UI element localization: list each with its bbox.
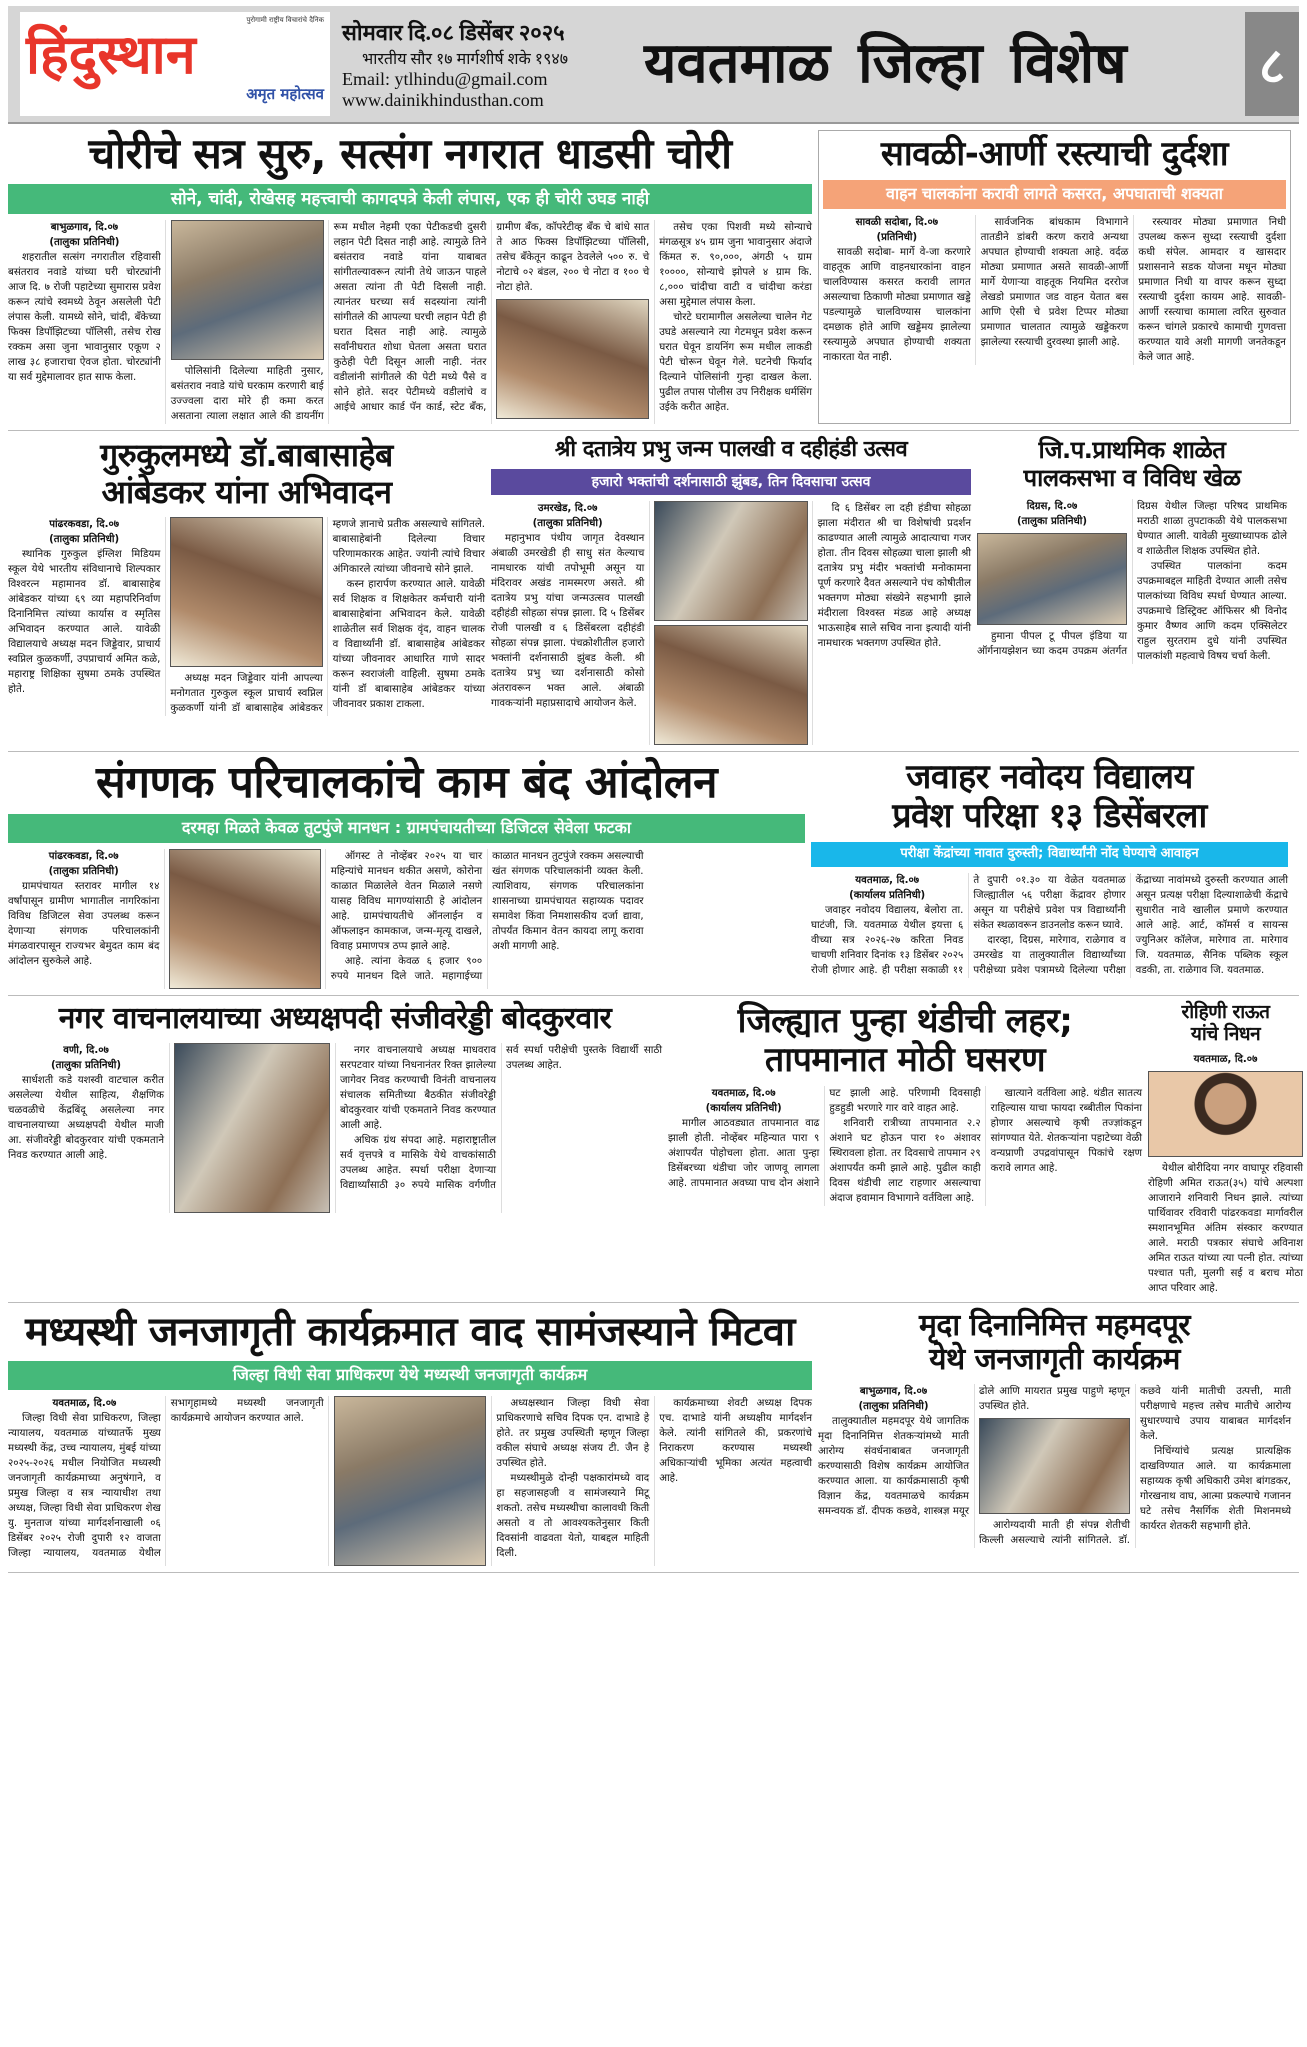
article-byline: (तालुका प्रतिनिधी) [49, 533, 120, 545]
article-dateline: यवतमाळ, दि.०७ [52, 1397, 117, 1409]
masthead [8, 6, 1299, 124]
article-zp [977, 437, 1287, 744]
logo-tagline: पुरोगामी राष्ट्रीय विचारांचे दैनिक [246, 16, 324, 24]
logo-wordmark: हिंदुस्थान [26, 23, 196, 86]
article-body [977, 499, 1287, 664]
article-headline [668, 1002, 1142, 1080]
edition-word: जिल्हा [858, 31, 983, 97]
article-gurukul [8, 437, 485, 744]
headline-line: आंबेडकर यांना अभिवादन [101, 473, 392, 512]
headline-line: तापमानात मोठी घसरण [764, 1040, 1046, 1081]
article-subheadline: जिल्हा विधी सेवा प्राधिकरण येथे मध्यस्थी जनजागृती कार्यक्रम [8, 1361, 812, 1390]
article-paragraph: महानुभाव पंथीय जागृत देवस्थान अंबाळी उमरखेडी ही साधु संत केल्याच नामधारक यांची तपोभूमी असून या मंदिरावर अखंड नामस्मरण असते. श्री दतात्रेय प्रभु यांचा जन्मउत्सव पालखी दहीहंडी सोहळा संपन्न झाला. दि ५ डिसेंबर रोजी पालखी व ६ डिसेंबरला दहीहंडी सोहळा संपन्न झाला. पंचक्रोशीतील हजारो भक्तांनी दर्शनासाठी झुंबड केली. श्री दतात्रेय प्रभु च्या दर्शनासाठी कोसो अंतरावरून भक्त आले. अंबाळी गावकऱ्यांनी महाप्रसादाचे आयोजन केले. [491, 532, 645, 709]
article-photo [1148, 1071, 1303, 1157]
article-subheadline: परीक्षा केंद्रांच्या नावात दुरुस्ती; विद्यार्थ्यांनी नोंद घेण्याचे आवाहन [811, 842, 1288, 867]
edition-title [644, 12, 1233, 116]
article-byline: (तालुका प्रतिनिधी) [532, 517, 603, 529]
article-paragraph: निचिंग्यांचे प्रत्यक्ष प्रात्यक्षिक दाखविण्यात आले. या कार्यक्रमाला सहाय्यक कृषी अधिकारी उमेश बांगडकर, गोरखनाथ वाघ, आत्मा प्रकल्पाचे गजानन घटे तसेच नैसर्गिक शेती मिशनमध्ये कार्यरत शेतकरी सहभागी होते. [1140, 1445, 1291, 1532]
edition-word: यवतमाळ [644, 31, 831, 97]
article-paragraph: आहे. त्यांना केवळ ६ हजार ९०० रुपये मानधन दिले जाते. महागाईच्या काळात मानधन तुटपुंजे रक्कम असल्याची खंत संगणक परिचालकांनी व्यक्त केली. त्याशिवाय, संगणक परिचालकांना शासनाच्या ग्रामपंचायत सहाय्यक पदावर समावेश किंवा निमशासकीय दर्जा द्यावा, तोपर्यंत किमान वेतन कायदा लागू करावा अशी मागणी आहे. [330, 851, 644, 983]
article-paragraph: हुमाना पीपल टू पीपल इंडिया या ऑर्गनायझेशन च्या कदम उपक्रम अंतर्गत दिग्रस येथील जिल्हा परिषद प्राथमिक मराठी शाळा तुपटाकळी येथे पालकसभा घेण्यात आली. यावेळी मुख्याध्यापक ढोले व शाळेतील शिक्षक उपस्थित होते. [977, 500, 1287, 657]
headline-line: नगर वाचनालयाच्या अध्यक्षपदी संजीवरेड्डी बोदकुरवार [58, 1001, 612, 1037]
article-photo [174, 1043, 330, 1213]
article-paragraph: जवाहर नवोदय विद्यालय, बेलोरा ता. घाटंजी, जि. यवतमाळ येथील इयत्ता ६ वीच्या सत्र २०२६-२७ करिता निवड चाचणी शनिवार दिनांक १३ डिसेंबर २०२५ रोजी होणार आहे. ही परीक्षा सकाळी ११ ते दुपारी ०१.३० या वेळेत यवतमाळ जिल्ह्यातील ५६ परीक्षा केंद्रावर होणार असून या परीक्षेचे प्रवेश पत्र विद्यार्थ्यांनी संकेत स्थळावरून डाउनलोड करून घ्यावे. [811, 874, 1126, 976]
article-sangnak [8, 758, 805, 989]
article-paragraph: पोलिसांनी दिलेल्या माहिती नुसार, बसंतराव नवाडे यांचे घरकाम करणारी बाई उज्ज्वला दारा मोरे ही कमा करत असताना त्याला लक्षात आले की डायनींग रूम मधील नेहमी एका पेटीकडची दुसरी लहान पेटी दिसत नाही आहे. त्यामुळे तिने बसंतराव नवाडे यांना याबाबत सांगीतल्यावरून त्यांनी तेथे जाऊन पाहले असता त्यांना ती पेटी दिसली नाही. त्यानंतर घरच्या सर्व सदस्यांना त्यांनी सांगीतले की आपल्या घरची लहान पेटी ही घरात दिसत नाही आहे. त्यामुळे सर्वांनीघरात शोधा घेतला असता घरात कुठेही पेटी दिसून आली नाही. नंतर वडीलांनी सांगीतले की पेटी मध्ये पैसे व सोने होते. सदर पेटीमध्ये वडीलांचे व आईचे आधार कार्ड पॅन कार्ड, स्टेट बँक, ग्रामीण बँक, कॉपरेटीव्ह बँक चे बांधे सात ते आठ फिक्स डिपॉझिटच्या पॉलिसी, तसेच बँकेतून काढून ठेवलेले ५०० रु. चे नोटाचे ०२ बंडल, २०० चे नोटा व १०० चे नोटा होते. [170, 222, 650, 423]
calendar-date: भारतीय सौर १७ मार्गशीर्ष शके १९४७ [362, 51, 569, 68]
edition-word: विशेष [1010, 31, 1127, 97]
article-paragraph: मध्यस्थीमुळे दोन्ही पक्षकारांमध्ये वाद हा सहजासहजी व सामंजस्याने मिटू शकतो. तसेच मध्यस्थीचा कालावधी किती असतो व तो आवश्यकतेनुसार किती दिवसांनी वाढवता येतो, याबद्दल माहिती दिली. [496, 1472, 650, 1559]
article-mruda [818, 1309, 1291, 1566]
article-byline: (प्रतिनिधी) [876, 231, 918, 243]
article-headline [8, 758, 805, 809]
article-paragraph: शनिवारी रात्रीच्या तापमानात २.२ अंशाने घट होऊन पारा १० अंशावर स्थिरावला होता. तर दिवसाचे तापमान २९ अंशापर्यंत कमी झाले आहे. पुढील काही दिवस थंडीची लाट राहणार असल्याचा अंदाज हवामान विभागाने वर्तविला आहे. [829, 1118, 981, 1205]
article-dateline: बाभुळगाव, दि.०७ [50, 222, 119, 234]
article-paragraph: सार्धशती कडे यशस्वी वाटचाल करीत असलेल्या येथील साहित्य, शैक्षणिक चळवळीचे केंद्रबिंदू असलेल्या नगर वाचनालयाच्या अध्यक्षपदी येथील माजी आ. संजीवरेड्डी बोदकुरवार यांची एकमताने निवड करण्यात आली आहे. [8, 1074, 164, 1161]
article-body [491, 501, 971, 745]
article-headline [491, 437, 971, 462]
article-dateline: पांढरकवडा, दि.०७ [49, 518, 120, 530]
article-headline [8, 1309, 812, 1355]
article-paragraph: मागील आठवड्यात तापमानात वाढ झाली होती. नोव्हेंबर महिन्यात पारा ९ अंशापर्यंत पोहोचला होता. आता पुन्हा डिसेंबरच्या थंडीचा जोर जाणवू लागला आहे. तापमानात अवघ्या पाच दोन अंशाने घट झाली आहे. परिणामी दिवसाही हुडहुडी भरणारे गार वारे वाहत आहे. [668, 1088, 981, 1190]
headline-line: जि.प.प्राथमिक शाळेत [1038, 436, 1226, 465]
article-dateline: दिग्रस, दि.०७ [1026, 500, 1078, 512]
article-byline: (तालुका प्रतिनिधी) [48, 866, 119, 878]
article-headline [818, 1309, 1291, 1378]
article-row [8, 1001, 1303, 1303]
article-paragraph: आरोग्यदायी माती ही संपन्न शेतीची किल्ली असल्याचे त्यांनी सांगितले. डॉ. कछवे यांनी मातीची उत्पत्ती, माती परीक्षणाचे महत्त्व तसेच मातीचे आरोग्य सुधारण्याचे उपाय याबाबत मार्गदर्शन केले. [979, 1385, 1291, 1546]
article-navoday [811, 758, 1288, 989]
article-dateline: वणी, दि.०७ [63, 1044, 109, 1056]
headline-line: येथे जनजागृती कार्यक्रम [929, 1342, 1180, 1378]
article-photo [977, 533, 1127, 625]
article-paragraph: रस्त्यावर मोठ्या प्रमाणात निधी उपलब्ध करून सुध्दा रस्त्याची दुर्दशा कधी संपेल. आमदार व खासदार प्रशासनाने सडक योजना मधून मोठ्या प्रमाणात निधी या वापर करून सुध्दा रस्त्याची दुर्दशा कायम आहे. सावळी-आर्णी रस्त्याचा कामाला त्वरित सुरुवात करून चांगले प्रकारचे कामाची गुणवत्ता करण्यात यावे अशी मागणी जनतेकडून केले जात आहे. [1138, 216, 1286, 363]
article-photo [979, 1418, 1130, 1514]
article-thandi [668, 1002, 1142, 1296]
article-headline [811, 758, 1288, 836]
headline-line: मध्यस्थी जनजागृती कार्यक्रमात वाद सामंजस्याने मिटवा [25, 1308, 795, 1355]
article-paragraph: अध्यक्ष मदन जिड्डेवार यांनी आपल्या मनोगतात गुरुकुल स्कूल प्राचार्य स्वप्निल कुळकर्णी यांनी डॉ बाबासाहेब आंबेडकर म्हणजे ज्ञानाचे प्रतीक असल्याचे सांगितले. बाबासाहेबांनी दिलेल्या विचार परिणामकारक आहेत. ज्यांनी त्यांचे विचार अंगिकारले त्यांच्या जीवनाचे सोने झाले. [170, 518, 485, 714]
page-number: ८ [1245, 12, 1299, 116]
headline-line: गुरुकुलमध्ये डॉ.बाबासाहेब [100, 436, 393, 475]
article-byline: (तालुका प्रतिनिधी) [1016, 515, 1088, 527]
article-paragraph: जिल्हा विधी सेवा प्राधिकरण, जिल्हा न्यायालय, यवतमाळ यांच्यातर्फे मुख्य मध्यस्थी केंद्र, उच्च न्यायालय, मुंबई यांच्या २०२५-२०२६ मधील नियोजित मध्यस्थी जनजागृती कार्यक्रमाच्या अनुषंगाने, व प्रमुख जिल्हा व सत्र न्यायाधीश तथा अध्यक्ष, जिल्हा विधी सेवा प्राधिकरण शेख यु. मुनताज यांच्या मार्गदर्शनाखाली ०६ डिसेंबर २०२५ रोजी दुपारी १२ वाजता जिल्हा न्यायालय, यवतमाळ येथील सभागृहामध्ये मध्यस्थी जनजागृती कार्यक्रमाचे आयोजन करण्यात आले. [8, 1397, 324, 1559]
article-photo [169, 849, 320, 989]
date-block [342, 12, 632, 116]
article-body [8, 849, 805, 989]
article-byline: (तालुका प्रतिनिधी) [858, 1400, 929, 1412]
article-subheadline: दरमहा मिळते केवळ तुटपुंजे मानधन : ग्रामपंचायतीच्या डिजिटल सेवेला फटका [8, 814, 805, 843]
article-headline [8, 130, 812, 178]
headline-line: पालकसभा व विविध खेळ [1023, 463, 1241, 492]
article-photo [170, 517, 322, 667]
headline-line: सावळी-आर्णी रस्त्याची दुर्दशा [880, 134, 1229, 174]
issue-date: सोमवार दि.०८ डिसेंबर २०२५ [342, 20, 565, 45]
article-body [823, 215, 1286, 365]
articles-area [8, 129, 1303, 1573]
article-paragraph: कार्यक्रमाच्या शेवटी अध्यक्ष दिपक एच. दाभाडे यांनी अध्यक्षीय मार्गदर्शन केले. त्यांनी सांगितले की, प्रकरणांचे निराकरण करण्यास मध्यस्थी अधिकाऱ्यांची भूमिका अत्यंत महत्वाची आहे. [659, 1397, 812, 1484]
article-paragraph: सावळी सदोबा- मार्गे वे-जा करणारे वाहतूक आणि वाहनधारकांना वाहन चालविण्यास कसरत करावी लागत असल्याचा ठिकाणी मोठ्या प्रमाणात खड्डे पडल्यामुळे चालविण्यास चालकांना दमछाक होते आणि खड्डेमय झालेल्या रस्त्यामुळे अपघात होण्याची शक्यता नाकारता येत नाही. [823, 246, 971, 363]
article-row [8, 130, 1299, 431]
article-rohini [1148, 1002, 1303, 1296]
article-datta [491, 437, 971, 744]
headline-line: जवाहर नवोदय विद्यालय [906, 756, 1193, 797]
article-byline: (कार्यालय प्रतिनिधी) [705, 1103, 782, 1115]
article-madhyasthi [8, 1309, 812, 1566]
article-dateline: यवतमाळ, दि.०७ [855, 874, 920, 886]
headline-line: यांचे निधन [1190, 1023, 1261, 1046]
headline-line: श्री दतात्रेय प्रभु जन्म पालखी व दहीहंडी उत्सव [554, 437, 908, 463]
website-link[interactable]: www.dainikhindusthan.com [342, 90, 544, 110]
article-photo [654, 625, 807, 745]
article-paragraph: ग्रामपंचायत स्तरावर मागील १४ वर्षांपासून ग्रामीण भागातील नागरिकांना विविध डिजिटल सेवा उपलब्ध करून देणाऱ्या संगणक परिचालकांनी मंगळवारपासून राज्यभर बेमुदत काम बंद आंदोलन सुरुकेले आहे. [8, 881, 160, 968]
article-paragraph: येथील बोरीदिया नगर वाघापूर रहिवासी रोहिणी अमित राऊत(३५) यांचे अल्पशा आजाराने शनिवारी निधन झाले. त्यांच्या पार्थिवावर रविवारी पांढरकवडा मार्गावरील स्मशानभूमित अंतिम संस्कार करण्यात आले. मराठी पत्रकार संघाचे अविनाश अमित राऊत यांच्या त्या पत्नी होत. त्यांच्या पश्चात पती, मुलगी सई व बराच मोठा आप्त परिवार आहे. [1148, 1162, 1303, 1294]
headline-line: मृदा दिनानिमित्त महमदपूर [918, 1307, 1191, 1343]
headline-line: जिल्ह्यात पुन्हा थंडीची लहर; [737, 1001, 1073, 1042]
newspaper-logo [20, 12, 330, 116]
article-photo [171, 220, 324, 360]
article-paragraph: ऑगस्ट ते नोव्हेंबर २०२५ या चार महिन्यांचे मानधन थकीत असणे, कोरोना काळात मिळालेले वेतन मिळाले नसणे यासह विविध मागण्यांसाठी हे आंदोलन आहे. ग्रामपंचायतीचे ऑनलाईन व ऑफलाइन कामकाज, जन्म-मृत्यू दाखले, विवाह प्रमाणपत्र ठप्प झाले आहे. [330, 851, 483, 953]
headline-line: चोरीचे सत्र सुरु, सत्संग नगरात धाडसी चोरी [88, 129, 732, 178]
article-paragraph: कस्न हारार्पण करण्यात आले. यावेळी सर्व शिक्षक व शिक्षकेतर कर्मचारी यांनी बाबासाहेबांना अभिवादन केले. यावेळी शाळेतील सर्व शिक्षक वृंद, वाहन चालक व विद्यार्थ्यांनी डॉ. बाबासाहेब आंबेडकर यांच्या जीवनावर आधारित गाणे सादर करून स्वराजंली वाहिली. सुषमा ठमके यांनी डॉ बाबासाहेब आंबेडकर यांच्या जीवनावर प्रकाश टाकला. [332, 578, 485, 710]
article-paragraph: दारव्हा, दिग्रस, मारेगाव, राळेगाव व उमरखेड या तालुक्यातील विद्यार्थ्यांच्या परीक्षेच्या प्रवेश पत्रामध्ये दिलेल्या परीक्षा केंद्राच्या नावांमध्ये दुरुस्ती करण्यात आली असून प्रत्यक्ष परीक्षा दिल्याशाळेची केंद्राचे सुधारीत नावे खालील प्रमाणे करण्यात आले आहे. आर्ट, कॉमर्स व सायन्स ज्युनिअर कॉलेज, मारेगाव ता. मारेगाव जि. यवतमाळ, सैनिक पब्लिक स्कूल वडकी, ता. राळेगाव जि. यवतमाळ. [973, 874, 1288, 976]
article-paragraph: अध्यक्षस्थान जिल्हा विधी सेवा प्राधिकरणाचे सचिव दिपक एन. दाभाडे हे होते. तर प्रमुख उपस्थिती म्हणून जिल्हा वकील संघाचे अध्यक्ष संजय टी. जैन हे उपस्थित होते. [496, 1397, 650, 1469]
article-paragraph: अधिक ग्रंथ संपदा आहे. महाराष्ट्रातील सर्व वृत्तपत्रे व मासिके येथे वाचकांसाठी उपलब्ध आहेत. स्पर्धा परीक्षा देणाऱ्या विद्यार्थ्यांसाठी ३० रुपये मासिक वर्गणीत सर्व स्पर्धा परीक्षेची पुस्तके विद्यार्थी साठी उपलब्ध आहेत. [340, 1044, 662, 1191]
article-headline [8, 437, 485, 511]
article-byline: (तालुका प्रतिनिधी) [50, 1059, 122, 1071]
article-paragraph: नगर वाचनालयाचे अध्यक्ष माधवराव सरपटवार यांच्या निधनानंतर रिक्त झालेल्या जागेवर निवड करण्याची विनंती वाचनालय संचालक समितीच्या बैठकीत संजीवरेड्डी बोदकुरवार यांची एकमताने निवड करण्यात आली आहे. [340, 1044, 496, 1131]
article-row [8, 437, 1299, 751]
article-body [8, 1043, 662, 1213]
article-vachanalay [8, 1002, 662, 1296]
article-paragraph: तसेच एका पिशवी मध्ये सोन्याचे मंगळसूत्र ४५ ग्राम जुना भावानुसार अंदाजे किंमत रु. ९०,०००, अंगठी ५ ग्राम १००००, सोन्याचे झोपले ४ ग्राम कि. ८,००० चांदीचा वाटी व चांदीचा करंडा असा मुद्देमाल लंपास केला. [659, 222, 812, 309]
article-body [668, 1086, 1142, 1206]
article-paragraph: उपस्थित पालकांना कदम उपक्रमाबद्दल माहिती देण्यात आली तसेच पालकांच्या विविध स्पर्धा घेण्यात आल्या. उपक्रमाचे डिस्ट्रिक्ट ऑफिसर श्री विनोद कुमार वैष्णव आणि कदम एक्सिलेटर राहुल सुरतराम दुधे यांनी उपस्थित पालकांशी महत्वाचे विषय चर्चा केली. [1137, 560, 1287, 662]
article-headline [8, 1002, 662, 1037]
article-dateline: सावळी सदोबा, दि.०७ [855, 216, 939, 228]
article-photo [654, 501, 807, 621]
article-headline [977, 437, 1287, 492]
article-paragraph: शहरातील सत्संग नगरातील रहिवासी बसंतराव नवाडे यांच्या घरी चोरट्यांनी आज दि. ७ रोजी पहाटेच्या सुमारास प्रवेश करून त्यांचे स्वमध्ये ठेवून असलेली पेटी लंपास केली. यामध्ये सोने, चांदी, बँकेच्या फिक्स डिपॉझिटच्या पॉलिसी, तसेच रोख रक्कम असा जुना भावानुसार एकूण २ लाख ३८ हजाराचा ऐवज होता. चोरट्यांनी या सर्व मुद्देमालावर हात साफ केला. [8, 252, 161, 384]
headline-line: प्रवेश परिक्षा १३ डिसेंबरला [892, 795, 1207, 836]
article-byline: (कार्यालय प्रतिनिधी) [849, 889, 926, 901]
article-body [818, 1384, 1291, 1548]
article-paragraph: स्थानिक गुरुकुल इंग्लिश मिडियम स्कूल येथे भारतीय संविधानाचे शिल्पकार विश्वरत्न महामानव डॉ. बाबासाहेब आंबेडकर यांच्या ६९ व्या महापरिनिर्वाण दिनानिमित्त त्यांच्या कार्यास व स्मृतिस अभिवादन करण्यात आले. यावेळी विद्यालयाचे अध्यक्ष मदन जिड्डेवार, प्राचार्य स्वप्निल कुळकर्णी, उपप्राचार्य अमित कळे, महाराष्ट्र शिक्षिका सुषमा ठमके उपस्थित होते. [8, 548, 161, 695]
headline-line: रोहिणी राऊत [1181, 1001, 1270, 1024]
article-paragraph: चोरटे घरामागील असलेल्या चालेन गेट उघडे असल्याने त्या गेटमधून प्रवेश करून घरात घेवून डायनिंग रूम मधील लाकडी पेटी चोरून घेवून गेले. घटनेची फिर्याद दिल्याने पोलिसांनी गुन्हा दाखल केला. पुढील तपास पोलीस उप निरीक्षक धर्मसिंग उईके करीत आहेत. [659, 312, 812, 414]
article-dateline: पांढरकवडा, दि.०७ [48, 851, 119, 863]
article-body [8, 220, 812, 424]
article-paragraph: दि ६ डिसेंबर ला दही हंडीचा सोहळा झाला मंदीरात श्री चा विशेषांची प्रदर्शन काढण्यात आली त्यामुळे आदात्याचा गजर होता. तीन दिवस सोहळ्या चाला झाली श्री दतात्रेय प्रभु मंदीर भक्तांची मनोकामना पूर्ण करणारे दैवत असल्याने पंच कोषीतील भक्तगण मोठ्या संख्येने सहभागी झाले मंदीराला विश्वस्त मंडळ आहे अध्यक्ष भाऊसाहेब साले सचिव नाना इत्यादी यांनी नामधारक भक्तगण उपस्थित होते. [817, 502, 971, 649]
article-photo [496, 299, 649, 419]
amrut-mahotsav-badge: अमृत महोत्सव [246, 85, 324, 104]
article-photo [334, 1396, 487, 1566]
article-sawali [818, 130, 1291, 424]
article-subheadline: सोने, चांदी, रोखेसह महत्त्वाची कागदपत्रे केली लंपास, एक ही चोरी उघड नाही [8, 184, 812, 214]
article-row [8, 758, 1299, 996]
article-body [811, 873, 1288, 978]
article-dateline: यवतमाळ, दि.०७ [1193, 1053, 1258, 1065]
article-paragraph: सार्वजनिक बांधकाम विभागाने तातडीने डांबरी करण करावे अन्यथा अपघात होण्याची शक्यता आहे. वर्दळ मोठ्या प्रमाणात असते सावळी-आर्णी मार्गे येणाऱ्या वाहतूक नियमित दररोज लेखडो प्रमाणात जड वाहन येतात बस आणि ऐसी चे प्रवेश टिप्पर मोठ्या प्रमाणात चालतात त्यामुळे खड्डेकरण झालेल्या रस्त्याची दुरवस्था झाली आहे. [980, 216, 1129, 348]
article-subheadline: हजारो भक्तांची दर्शनासाठी झुंबड, तिन दिवसाचा उत्सव [491, 469, 971, 495]
article-headline [823, 135, 1286, 174]
article-byline: (तालुका प्रतिनिधी) [49, 237, 120, 249]
article-dateline: उमरखेड, दि.०७ [537, 502, 598, 514]
article-headline [1148, 1002, 1303, 1046]
article-paragraph: तालुक्यातील महमदपूर येथे जागतिक मृदा दिनानिमित्त शेतकऱ्यांमध्ये माती आरोग्य संवर्धनाबाबत जनजागृती करण्यासाठी विशेष कार्यक्रम आयोजित करण्यात आला. या कार्यक्रमासाठी कृषी विज्ञान केंद्र, यवतमाळचे कार्यक्रम समन्वयक डॉ. दीपक कछवे, शास्त्रज्ञ मयूर ढोले आणि मायरात प्रमुख पाहुणे म्हणून उपस्थित होते. [818, 1385, 1130, 1517]
article-chori [8, 130, 812, 424]
article-dateline: यवतमाळ, दि.०७ [711, 1088, 776, 1100]
headline-line: संगणक परिचालकांचे काम बंद आंदोलन [95, 756, 718, 808]
contact-email: Email: ytlhindu@gmail.com [342, 69, 548, 89]
article-body [1148, 1052, 1303, 1296]
article-paragraph: खात्याने वर्तविला आहे. थंडीत सातत्य राहिल्यास याचा फायदा रब्बीतील पिकांना होणार असल्याचे कृषी तज्ज्ञांकडून सांगण्यात येते. शेतकऱ्यांना पहाटेच्या वेळी वन्यप्राणी उपद्रवांपासून पिकांचे रक्षण करावे लागत आहे. [990, 1088, 1142, 1175]
article-row [8, 1309, 1299, 1573]
article-dateline: बाभुळगाव, दि.०७ [859, 1385, 928, 1397]
article-subheadline: वाहन चालकांना करावी लागते कसरत, अपघाताची शक्यता [823, 180, 1286, 209]
article-body [8, 1396, 812, 1566]
article-body [8, 517, 485, 716]
